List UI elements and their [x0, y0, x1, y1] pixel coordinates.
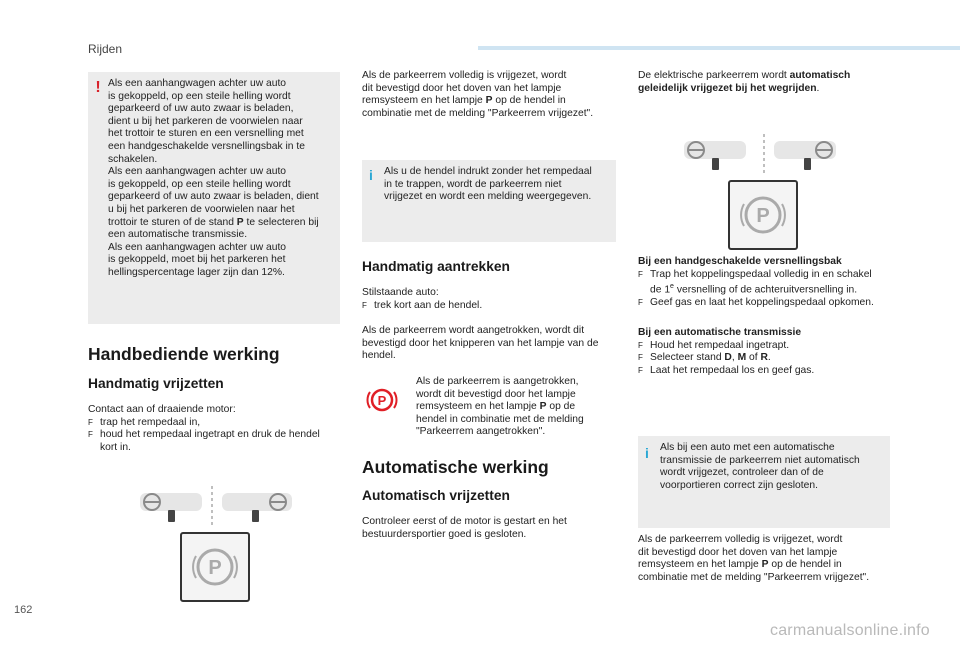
info-box-hendel: i Als u de hendel indrukt zonder het rempedaal in te trappen, wordt de parkeerrem niet vrijgezet en wordt een melding weergegeven.: [362, 160, 616, 242]
manual-apply-text: Stilstaande auto: F trek kort aan de hendel.: [362, 287, 483, 311]
heading-automatische-werking: Automatische werking: [362, 457, 549, 477]
auto-release-intro: De elektrische parkeerrem wordt automatisch geleidelijk vrijgezet bij het wegrijden.: [638, 70, 851, 94]
info-box-automatic: i Als bij een auto met een automatische transmissie de parkeerrem niet automatisch wordt vrijgezet, controleer dan of de voorportieren correct zijn gesloten.: [638, 436, 890, 528]
watermark: carmanualsonline.info: [770, 622, 930, 639]
p-letter: P: [756, 205, 770, 227]
bullet-icon: F: [638, 298, 643, 308]
info-icon: i: [645, 445, 649, 461]
auto-release-confirmation-text: Als de parkeerrem volledig is vrijgezet, wordt dit bevestigd door het doven van het lampje remsysteem en het lampje P op de hendel in combinatie met de melding "Parkeerrem vrijgezet".: [638, 534, 870, 583]
bullet-icon: F: [362, 300, 367, 310]
warning-box: [88, 72, 340, 324]
auto-release-text: Controleer eerst of de motor is gestart en het bestuurdersportier goed is gesloten.: [362, 516, 567, 540]
svg-text:P: P: [377, 393, 387, 408]
manual-gearbox-section: Bij een handgeschakelde versnellingsbak F Trap het koppelingspedaal volledig in en schakel de 1e versnelling of de achteruitversnelling in. F Geef gas en laat het koppelingspedaal opkomen.: [638, 256, 874, 309]
release-confirmation-text: Als de parkeerrem volledig is vrijgezet, wordt dit bevestigd door het doven van het lampje remsysteem en het lampje P op de hendel in combinatie met de melding "Parkeerrem vrijgezet".: [362, 70, 594, 119]
subheading-handmatig-aantrekken: Handmatig aantrekken: [362, 259, 510, 274]
subheading-automatisch-vrijzetten: Automatisch vrijzetten: [362, 488, 510, 503]
section-title: Rijden: [88, 42, 123, 56]
apply-confirmation-text: Als de parkeerrem wordt aangetrokken, wordt dit bevestigd door het knipperen van het lampje van de hendel.: [362, 325, 599, 362]
parking-brake-lever: [728, 180, 798, 250]
lamp-description-text: Als de parkeerrem is aangetrokken, wordt dit bevestigd door het lampje remsysteem en het lampje P op de hendel in combinatie met de melding "Parkeerrem aangetrokken".: [416, 376, 584, 438]
page-number: 162: [14, 604, 33, 616]
manual-release-text: Contact aan of draaiende motor: F trap het rempedaal in, F houd het rempedaal ingetrapt en druk de hendel kort in.: [88, 404, 320, 453]
steering-wheels-illustration: [140, 484, 300, 535]
warning-icon: !: [95, 79, 101, 96]
red-p-warning-lamp-icon: [366, 386, 398, 419]
bullet-icon: F: [638, 353, 643, 363]
bullet-icon: F: [638, 340, 643, 350]
bullet-icon: F: [88, 417, 93, 427]
parking-brake-lever: [180, 532, 250, 602]
header-bar: [478, 46, 960, 50]
bullet-icon: F: [638, 365, 643, 375]
heading-handbediende-werking: Handbediende werking: [88, 344, 280, 364]
p-letter: P: [208, 557, 222, 579]
bullet-icon: F: [88, 430, 93, 440]
warning-text: Als een aanhangwagen achter uw auto is gekoppeld, op een steile helling wordt geparkeerd of uw auto zwaar is beladen, dient u bij het parkeren de voorwielen naar het trottoir te sturen en een versnelling met een handgeschakelde versnellingsbak in te schakelen. Als een aanhangwagen achter uw auto is gekoppeld, op een steile helling wordt geparkeerd of uw auto zwaar is beladen, dient u bij het parkeren de voorwielen naar het trottoir te sturen of de stand P te selecteren bij een automatische transmissie. Als een aanhangwagen achter uw auto is gekoppeld, moet bij het parkeren het hellingspercentage lager zijn dan 12%.: [108, 78, 319, 278]
subheading-handmatig-vrijzetten: Handmatig vrijzetten: [88, 376, 224, 391]
info-icon: i: [369, 167, 373, 183]
steering-wheels-illustration: [684, 132, 844, 183]
automatic-transmission-section: Bij een automatische transmissie F Houd het rempedaal ingetrapt. F Selecteer stand D, M of R. F Laat het rempedaal los en geef gas.: [638, 327, 815, 376]
bullet-icon: F: [638, 269, 643, 279]
